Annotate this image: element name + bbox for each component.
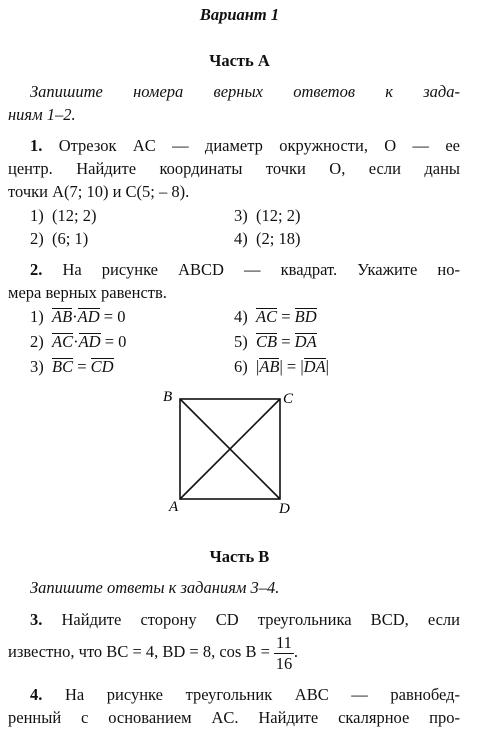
vertex-d-label: D xyxy=(279,501,290,517)
task2-text-line1: На рисунке ABCD — квадрат. Укажите но- xyxy=(62,260,460,279)
part-a-instruction-line1: Запишите номера верных ответов к зада- xyxy=(30,82,460,101)
task2-option: 4) AC = BD xyxy=(234,307,317,326)
vertex-c-label: C xyxy=(283,391,294,407)
task2-option: 3) BC = CD xyxy=(30,357,114,376)
task1-line3: точки A(7; 10) и C(5; – 8). xyxy=(8,182,190,201)
part-a-instruction-line2: ниям 1–2. xyxy=(8,105,76,124)
part-b-instruction: Запишите ответы к заданиям 3–4. xyxy=(30,578,280,597)
task1-line1 xyxy=(30,134,460,158)
part-a-title: Часть А xyxy=(209,51,270,70)
task2-option: 5) CB = DA xyxy=(234,332,317,351)
cos-fraction: $\frac{11}{16}$ xyxy=(275,632,293,673)
task2-line2: мера верных равенств. xyxy=(8,283,167,302)
task1-option: 1) (12; 2) xyxy=(30,206,97,225)
task2-line1 xyxy=(30,258,460,282)
task3-number: 3. xyxy=(30,610,43,629)
task1-option: 4) (2; 18) xyxy=(234,229,301,248)
task4-line2: ренный с основанием AC. Найдите скалярное про- xyxy=(8,708,460,727)
square-figure xyxy=(150,385,310,520)
vertex-a-label: A xyxy=(169,499,179,515)
task3-text-line1: Найдите сторону CD треугольника BCD, если xyxy=(61,610,460,629)
task4-line1 xyxy=(30,683,460,707)
task1-number: 1. xyxy=(30,136,43,155)
task1-option: 2) (6; 1) xyxy=(30,229,89,248)
task2-option: 1) AB·AD = 0 xyxy=(30,307,126,326)
task3-line1 xyxy=(30,608,460,632)
part-b-title: Часть В xyxy=(209,547,270,566)
task4-text-line1: На рисунке треугольник ABC — равнобед- xyxy=(64,685,460,704)
task4-number: 4. xyxy=(30,685,43,704)
task2-option: 6) |AB| = |DA| xyxy=(234,357,329,376)
task3-line2: известно, что BC = 4, BD = 8, cos B = $\frac{11}{16}$ . xyxy=(8,632,299,673)
variant-title: Вариант 1 xyxy=(199,5,280,24)
task1-text-line1: Отрезок AC — диаметр окружности, O — ее xyxy=(58,136,461,155)
task1-line2: центр. Найдите координаты точки O, если даны xyxy=(8,159,460,178)
task2-number: 2. xyxy=(30,260,43,279)
task2-option: 2) AC·AD = 0 xyxy=(30,332,127,351)
vertex-b-label: B xyxy=(163,389,173,405)
task1-option: 3) (12; 2) xyxy=(234,206,301,225)
